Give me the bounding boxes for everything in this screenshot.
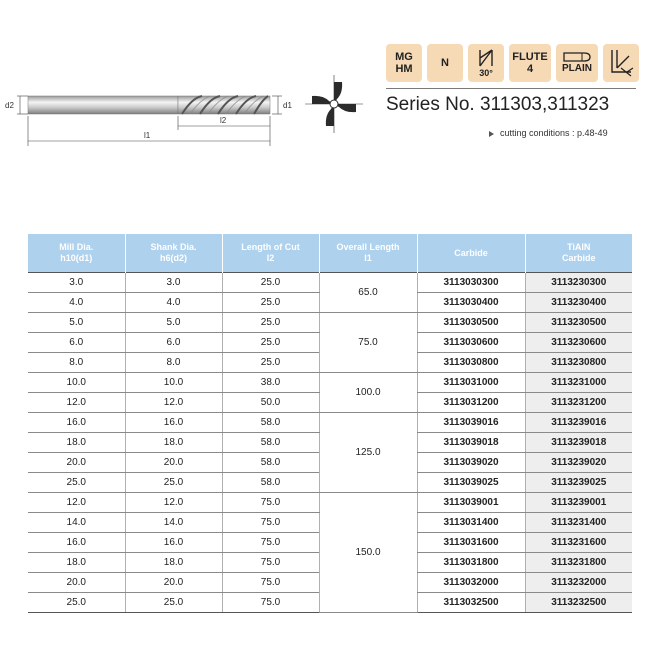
table-row — [28, 413, 632, 433]
cell-carbide-code: 3113030800 — [417, 353, 525, 373]
series-title: Series No. 311303,311323 — [386, 88, 636, 116]
cell-shank-dia: 18.0 — [125, 553, 222, 573]
cell-mill-dia: 20.0 — [28, 573, 125, 593]
spec-badges — [386, 44, 639, 82]
plain-shank-icon — [562, 51, 592, 63]
cell-shank-dia: 8.0 — [125, 353, 222, 373]
cell-overall-length: 125.0 — [319, 413, 417, 493]
cell-tialn-code: 3113239001 — [525, 493, 632, 513]
cell-carbide-code: 3113039020 — [417, 453, 525, 473]
helix-angle-icon — [476, 48, 496, 68]
triangle-bullet-icon — [489, 131, 494, 137]
table-row — [28, 273, 632, 293]
cell-shank-dia: 16.0 — [125, 413, 222, 433]
d2-label: d2 — [5, 101, 14, 110]
cell-tialn-code: 3113231800 — [525, 553, 632, 573]
cell-carbide-code: 3113030400 — [417, 293, 525, 313]
cell-carbide-code: 3113031800 — [417, 553, 525, 573]
cell-tialn-code: 3113232500 — [525, 593, 632, 613]
cell-mill-dia: 16.0 — [28, 413, 125, 433]
cutting-type-badge — [603, 44, 639, 82]
shank-badge — [556, 44, 598, 82]
cell-carbide-code: 3113031200 — [417, 393, 525, 413]
cell-length-of-cut: 75.0 — [222, 513, 319, 533]
cutting-conditions-text: cutting conditions : p.48-49 — [500, 128, 608, 138]
flute-line1: FLUTE — [512, 51, 548, 63]
cell-tialn-code: 3113239016 — [525, 413, 632, 433]
cell-tialn-code: 3113230600 — [525, 333, 632, 353]
flute-line2: 4 — [526, 63, 534, 75]
cell-length-of-cut: 25.0 — [222, 333, 319, 353]
cell-mill-dia: 12.0 — [28, 393, 125, 413]
table-header-row — [28, 234, 632, 273]
cell-mill-dia: 12.0 — [28, 493, 125, 513]
cell-shank-dia: 12.0 — [125, 393, 222, 413]
material-line2: HM — [395, 63, 413, 75]
cell-tialn-code: 3113230300 — [525, 273, 632, 293]
cell-length-of-cut: 50.0 — [222, 393, 319, 413]
table-row — [28, 373, 632, 393]
cell-shank-dia: 20.0 — [125, 453, 222, 473]
cell-shank-dia: 20.0 — [125, 573, 222, 593]
workpiece-badge — [427, 44, 463, 82]
cell-tialn-code: 3113232000 — [525, 573, 632, 593]
l2-label: l2 — [220, 116, 227, 125]
d1-label: d1 — [283, 101, 292, 110]
four-flute-cross-section — [303, 73, 365, 135]
cell-carbide-code: 3113031400 — [417, 513, 525, 533]
cell-mill-dia: 18.0 — [28, 433, 125, 453]
col-overall-length: Overall Length l1 — [319, 234, 417, 273]
cell-length-of-cut: 25.0 — [222, 353, 319, 373]
table-row — [28, 313, 632, 333]
cell-shank-dia: 6.0 — [125, 333, 222, 353]
cell-length-of-cut: 25.0 — [222, 313, 319, 333]
cell-carbide-code: 3113039025 — [417, 473, 525, 493]
cell-overall-length: 150.0 — [319, 493, 417, 613]
cell-tialn-code: 3113230400 — [525, 293, 632, 313]
cell-tialn-code: 3113231200 — [525, 393, 632, 413]
cell-mill-dia: 8.0 — [28, 353, 125, 373]
cell-shank-dia: 14.0 — [125, 513, 222, 533]
cell-length-of-cut: 58.0 — [222, 453, 319, 473]
cutting-conditions-note[interactable] — [489, 128, 608, 138]
end-mill-drawing — [0, 70, 300, 160]
table-row — [28, 493, 632, 513]
cell-mill-dia: 6.0 — [28, 333, 125, 353]
spec-table — [28, 234, 632, 613]
cell-length-of-cut: 75.0 — [222, 553, 319, 573]
cell-carbide-code: 3113030300 — [417, 273, 525, 293]
cell-carbide-code: 3113030500 — [417, 313, 525, 333]
cell-tialn-code: 3113231600 — [525, 533, 632, 553]
cell-tialn-code: 3113230800 — [525, 353, 632, 373]
l1-label: l1 — [144, 131, 151, 140]
cell-shank-dia: 4.0 — [125, 293, 222, 313]
cell-tialn-code: 3113239025 — [525, 473, 632, 493]
col-mill-dia: Mill Dia. h10(d1) — [28, 234, 125, 273]
cell-mill-dia: 5.0 — [28, 313, 125, 333]
shank — [28, 96, 178, 114]
col-shank-dia: Shank Dia. h6(d2) — [125, 234, 222, 273]
cell-overall-length: 75.0 — [319, 313, 417, 373]
cell-shank-dia: 5.0 — [125, 313, 222, 333]
cell-tialn-code: 3113231400 — [525, 513, 632, 533]
cell-tialn-code: 3113230500 — [525, 313, 632, 333]
cell-tialn-code: 3113231000 — [525, 373, 632, 393]
cell-carbide-code: 3113039016 — [417, 413, 525, 433]
d2-dimension — [17, 96, 28, 114]
cell-mill-dia: 4.0 — [28, 293, 125, 313]
workpiece-label: N — [441, 57, 449, 69]
cell-mill-dia: 14.0 — [28, 513, 125, 533]
cell-mill-dia: 3.0 — [28, 273, 125, 293]
cell-length-of-cut: 58.0 — [222, 433, 319, 453]
col-tialn-carbide: TiAlN Carbide — [525, 234, 632, 273]
material-line1: MG — [395, 51, 413, 63]
cell-shank-dia: 18.0 — [125, 433, 222, 453]
cell-shank-dia: 16.0 — [125, 533, 222, 553]
cell-carbide-code: 3113039001 — [417, 493, 525, 513]
material-badge — [386, 44, 422, 82]
cell-shank-dia: 25.0 — [125, 473, 222, 493]
cell-overall-length: 65.0 — [319, 273, 417, 313]
cell-shank-dia: 25.0 — [125, 593, 222, 613]
cell-carbide-code: 3113030600 — [417, 333, 525, 353]
cell-length-of-cut: 25.0 — [222, 293, 319, 313]
cell-length-of-cut: 25.0 — [222, 273, 319, 293]
cell-mill-dia: 10.0 — [28, 373, 125, 393]
cell-tialn-code: 3113239018 — [525, 433, 632, 453]
cell-mill-dia: 18.0 — [28, 553, 125, 573]
cell-carbide-code: 3113032000 — [417, 573, 525, 593]
shank-label: PLAIN — [562, 63, 592, 74]
cell-overall-length: 100.0 — [319, 373, 417, 413]
cell-length-of-cut: 75.0 — [222, 593, 319, 613]
helix-angle-badge — [468, 44, 504, 82]
cell-carbide-code: 3113031000 — [417, 373, 525, 393]
cell-length-of-cut: 75.0 — [222, 533, 319, 553]
spec-table-body — [28, 273, 632, 613]
flute-badge — [509, 44, 551, 82]
helix-angle-label: 30° — [479, 68, 493, 78]
cell-length-of-cut: 75.0 — [222, 493, 319, 513]
cell-mill-dia: 20.0 — [28, 453, 125, 473]
cell-mill-dia: 25.0 — [28, 473, 125, 493]
cell-length-of-cut: 58.0 — [222, 473, 319, 493]
cell-carbide-code: 3113031600 — [417, 533, 525, 553]
cell-length-of-cut: 38.0 — [222, 373, 319, 393]
end-mill-cutting-icon — [607, 48, 635, 78]
cell-mill-dia: 25.0 — [28, 593, 125, 613]
cell-shank-dia: 12.0 — [125, 493, 222, 513]
cell-mill-dia: 16.0 — [28, 533, 125, 553]
d1-dimension — [272, 96, 282, 114]
cell-length-of-cut: 58.0 — [222, 413, 319, 433]
cell-shank-dia: 3.0 — [125, 273, 222, 293]
cell-carbide-code: 3113039018 — [417, 433, 525, 453]
col-carbide: Carbide — [417, 234, 525, 273]
cell-carbide-code: 3113032500 — [417, 593, 525, 613]
col-length-of-cut: Length of Cut l2 — [222, 234, 319, 273]
cell-tialn-code: 3113239020 — [525, 453, 632, 473]
cell-length-of-cut: 75.0 — [222, 573, 319, 593]
cell-shank-dia: 10.0 — [125, 373, 222, 393]
